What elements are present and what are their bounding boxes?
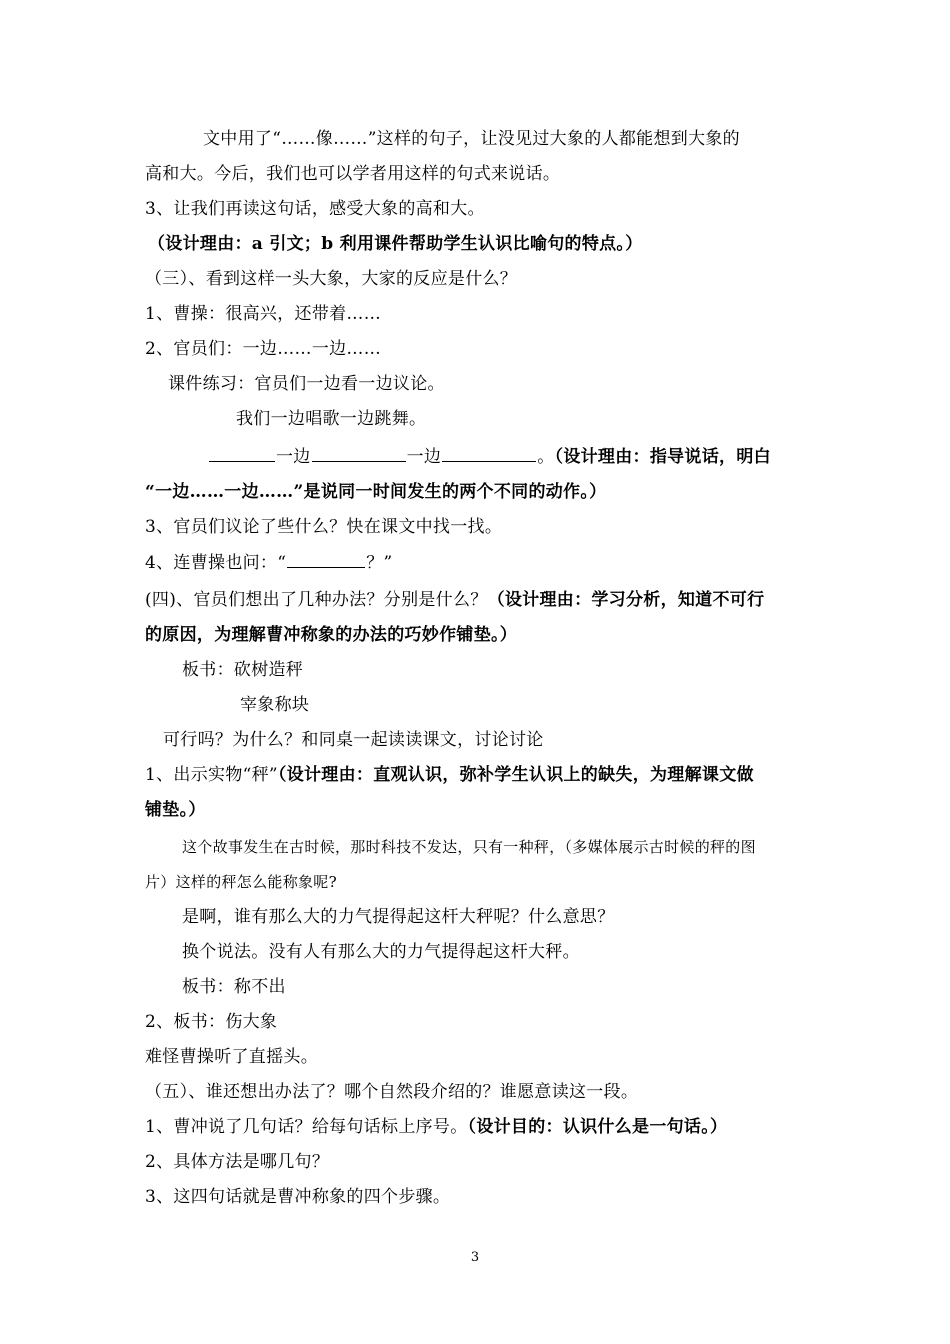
fill-in-exercise <box>208 444 771 468</box>
paragraph-line: 是啊，谁有那么大的力气提得起这杆大秤呢？什么意思？ <box>182 907 615 927</box>
paragraph-line: 2、官员们：一边……一边…… <box>145 339 382 359</box>
paragraph-line: 3、让我们再读这句话，感受大象的高和大。 <box>145 199 485 219</box>
paragraph-line <box>145 550 393 574</box>
exercise-line: 课件练习：官员们一边看一边议论。 <box>168 374 445 394</box>
section-heading <box>145 588 764 612</box>
paragraph-line: 难怪曹操听了直摇头。 <box>145 1047 318 1067</box>
blackboard-note: 宰象称块 <box>240 695 310 715</box>
design-reason-note: （设计理由：直观认识，弥补学生认识上的缺失，为理解课文做 <box>277 765 754 785</box>
blank-line <box>287 550 365 568</box>
paragraph-line: 高和大。今后，我们也可以学者用这样的句式来说话。 <box>145 164 561 184</box>
paragraph-line: 2、具体方法是哪几句？ <box>145 1152 330 1172</box>
paragraph-line: 3、这四句话就是曹冲称象的四个步骤。 <box>145 1187 451 1207</box>
design-reason-note: （设计理由：指导说话，明白 <box>554 447 771 467</box>
paragraph-line: 这个故事发生在古时候，那时科技不发达，只有一种秤，（多媒体展示古时候的秤的图 <box>182 838 756 856</box>
section-heading: （五）、谁还想出办法了？哪个自然段介绍的？谁愿意读这一段。 <box>145 1082 639 1102</box>
design-reason-note: 的原因，为理解曹冲称象的办法的巧妙作铺垫。） <box>145 625 518 645</box>
text-fragment: 1、曹冲说了几句话？给每句话标上序号。 <box>145 1117 468 1137</box>
exercise-line: 我们一边唱歌一边跳舞。 <box>236 409 427 429</box>
blank-line <box>312 444 406 462</box>
blackboard-note: 板书：称不出 <box>182 977 286 997</box>
text-fragment: 1、出示实物“秤” <box>145 765 278 785</box>
paragraph-line: 换个说法。没有人有那么大的力气提得起这杆大秤。 <box>182 942 580 962</box>
text-fragment: 4、连曹操也问：“ <box>145 553 287 573</box>
blank-line <box>209 444 275 462</box>
blackboard-note: 板书：砍树造秤 <box>182 660 304 680</box>
paragraph-line: 片）这样的秤怎么能称象呢? <box>145 873 337 891</box>
text-fragment: 。 <box>537 447 555 467</box>
design-reason-note: （设计目的：认识什么是一句话。） <box>467 1117 728 1137</box>
paragraph-line: 3、官员们议论了些什么？快在课文中找一找。 <box>145 517 503 537</box>
text-fragment: 一边 <box>406 447 442 467</box>
paragraph-line <box>145 1115 727 1139</box>
text-fragment: (四)、官员们想出了几种办法？分别是什么？ <box>145 590 488 610</box>
paragraph-line: 可行吗？为什么？和同桌一起读读课文，讨论讨论 <box>163 730 544 750</box>
section-heading: （三）、看到这样一头大象，大家的反应是什么？ <box>145 269 518 289</box>
design-reason-note: 铺垫。） <box>145 800 206 820</box>
page-number: 3 <box>470 1250 480 1265</box>
design-reason-note: “一边……一边……”是说同一时间发生的两个不同的动作。） <box>145 482 607 502</box>
design-reason-note: （设计理由：a 引文；b 利用课件帮助学生认识比喻句的特点。） <box>148 234 643 254</box>
paragraph-line: 1、曹操：很高兴，还带着…… <box>145 304 382 324</box>
blank-line <box>442 444 536 462</box>
paragraph-line: 文中用了“……像……”这样的句子，让没见过大象的人都能想到大象的 <box>203 129 740 149</box>
text-fragment: ？” <box>366 553 393 573</box>
text-fragment: 一边 <box>276 447 311 467</box>
paragraph-line <box>145 763 754 787</box>
design-reason-note: （设计理由：学习分析，知道不可行 <box>487 590 765 610</box>
paragraph-line: 2、板书：伤大象 <box>145 1012 278 1032</box>
